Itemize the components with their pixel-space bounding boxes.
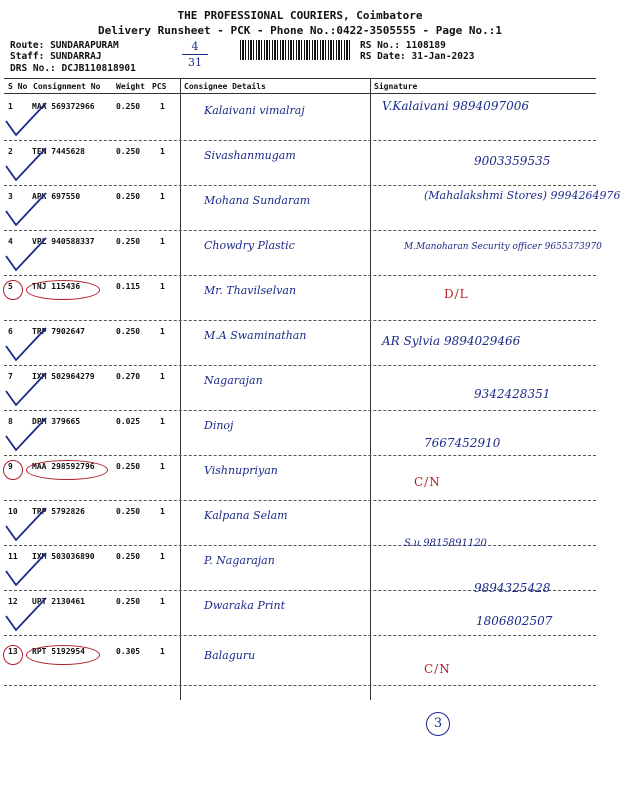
row-pcs: 1 [160,147,165,156]
row-weight: 0.250 [116,237,141,246]
check-mark [6,373,46,405]
row-consignee: Mohana Sundaram [204,194,311,207]
row-consignment: RPT 5192954 [32,647,85,656]
fraction-bottom: 31 [188,56,202,69]
route-value: SUNDARAPURAM [50,40,119,51]
row-weight: 0.250 [116,507,141,516]
table-row [4,545,596,595]
column-header-signature: Signature [374,82,418,91]
row-consignee: Nagarajan [204,374,263,387]
row-sno: 10 [8,507,18,516]
row-pcs: 1 [160,417,165,426]
row-pcs: 1 [160,597,165,606]
row-consignment: VPL 940588337 [32,237,95,246]
row-weight: 0.250 [116,327,141,336]
row-weight: 0.250 [116,462,141,471]
row-pcs: 1 [160,192,165,201]
row-consignee: Balaguru [204,649,256,662]
table-row [4,275,596,321]
row-signature: 9894325428 [474,581,551,595]
column-header-pcs: PCS [152,82,167,91]
row-weight: 0.250 [116,192,141,201]
table-row [4,140,596,186]
column-header-consignee: Consignee Details [184,82,266,91]
row-sno: 2 [8,147,13,156]
table-row [4,320,596,366]
row-sno: 9 [8,462,13,471]
row-weight: 0.270 [116,372,141,381]
row-signature: 1806802507 [476,614,553,628]
row-consignee: Vishnupriyan [204,464,278,477]
row-sno: 8 [8,417,13,426]
column-header-sno: S No [8,82,28,91]
red-circle-mark [26,460,108,480]
red-circle-mark [3,280,23,300]
row-consignee: Kalpana Selam [204,509,288,522]
row-consignee: Kalaivani vimalraj [204,104,305,117]
staff-label: Staff: [10,51,45,62]
check-mark [6,193,46,225]
row-weight: 0.115 [116,282,141,291]
row-consignee: Dwaraka Print [204,599,286,612]
check-mark [6,418,46,450]
barcode [240,40,350,60]
table-header-border [4,93,596,94]
row-weight: 0.250 [116,147,141,156]
row-sno: 7 [8,372,13,381]
red-circle-mark [26,645,100,665]
table-top-border [4,78,596,79]
table-row [4,365,596,411]
row-pcs: 1 [160,372,165,381]
route-label: Route: [10,40,45,51]
row-weight: 0.250 [116,597,141,606]
row-consignee: Sivashanmugam [204,149,296,162]
table-row [4,410,596,456]
row-sno: 13 [8,647,18,656]
check-mark [6,328,46,360]
red-circle-mark [3,460,23,480]
row-pcs: 1 [160,282,165,291]
route-line [10,40,119,51]
row-sno: 3 [8,192,13,201]
row-consignee: P. Nagarajan [204,554,275,567]
row-consignment: IXM 503036890 [32,552,95,561]
row-consignee: M.A Swaminathan [204,329,307,342]
drs-line [10,63,136,74]
drs-value: DCJB110818901 [61,63,136,74]
row-consignment: UPT 2130461 [32,597,85,606]
row-consignment: MAA 298592796 [32,462,95,471]
red-circle-mark [26,280,100,300]
handwritten-fraction [182,40,208,69]
row-pcs: 1 [160,237,165,246]
row-pcs: 1 [160,552,165,561]
rs-no-label: RS No.: [360,40,401,51]
row-consignment: IXM 502964279 [32,372,95,381]
row-weight: 0.250 [116,552,141,561]
table-row [4,185,620,231]
check-mark [6,103,46,135]
row-consignment: APK 697550 [32,192,81,201]
row-consignment: MAA 569372966 [32,102,95,111]
row-sno: 6 [8,327,13,336]
check-marks [0,95,60,695]
check-mark [6,238,46,270]
row-pcs: 1 [160,462,165,471]
rs-date-label: RS Date: [360,51,406,62]
table-row [4,95,596,141]
row-sno: 5 [8,282,13,291]
row-sno: 11 [8,552,18,561]
rs-no-value: 1108189 [405,40,446,51]
row-signature: AR Sylvia 9894029466 [382,334,521,348]
table-row [4,230,602,276]
row-weight: 0.305 [116,647,141,656]
row-weight: 0.250 [116,102,141,111]
row-sno: 12 [8,597,18,606]
row-signature: 9342428351 [474,387,551,401]
drs-label: DRS No.: [10,63,56,74]
row-signature: D/L [444,287,469,301]
row-weight: 0.025 [116,417,141,426]
row-sno: 1 [8,102,13,111]
column-header-consignment: Consignment No [33,82,101,91]
fraction-top: 4 [191,40,199,53]
row-sno: 4 [8,237,13,246]
row-signature: M.Manoharan Security officer 9655373970 [404,242,602,252]
row-signature: (Mahalakshmi Stores) 9994264976 [424,189,620,202]
table-row [4,590,596,636]
row-signature: 9003359535 [474,154,551,168]
rs-no-line [360,40,446,51]
row-signature: V.Kalaivani 9894097006 [382,99,529,113]
table-row [4,640,596,686]
check-mark [6,553,46,585]
check-mark [6,148,46,180]
row-consignee: Mr. Thavilselvan [204,284,297,297]
rs-date-value: 31-Jan-2023 [411,51,475,62]
staff-value: SUNDARRAJ [50,51,102,62]
table-row [4,500,596,549]
courier-company-title: THE PROFESSIONAL COURIERS, Coimbatore [177,9,423,22]
row-consignee: Chowdry Plastic [204,239,295,252]
row-consignment: TRP 5792826 [32,507,85,516]
row-consignment: TRP 7902647 [32,327,85,336]
row-consignment: DPM 379665 [32,417,81,426]
check-mark [6,598,46,630]
row-signature: C/N [424,662,451,676]
row-signature: 7667452910 [424,436,501,450]
row-signature: C/N [414,475,441,489]
staff-line [10,51,102,62]
red-circle-mark [3,645,23,665]
check-mark [6,508,46,540]
row-pcs: 1 [160,647,165,656]
row-consignee: Dinoj [204,419,234,432]
row-consignment: TEN 7445628 [32,147,85,156]
row-pcs: 1 [160,507,165,516]
row-consignment: TNJ 115436 [32,282,81,291]
column-header-weight: Weight [116,82,145,91]
runsheet-subtitle: Delivery Runsheet - PCK - Phone No.:0422-3505555 - Page No.:1 [98,24,502,37]
page-mark: 3 [426,712,450,736]
row-pcs: 1 [160,102,165,111]
rs-date-line [360,51,474,62]
row-signature: S.u 9815891120 [404,538,487,549]
row-pcs: 1 [160,327,165,336]
